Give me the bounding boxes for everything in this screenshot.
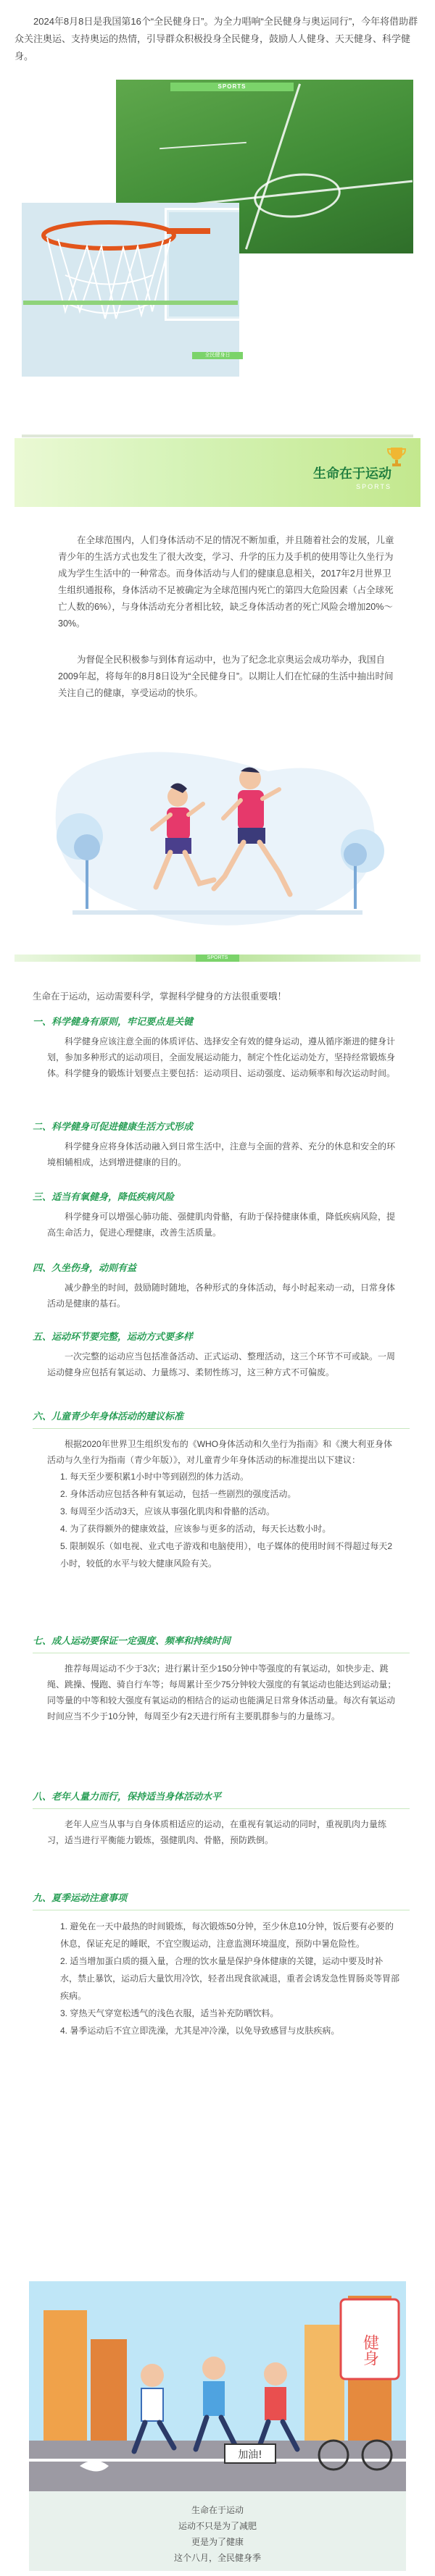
list-item: 2. 身体活动应包括各种有氧运动，包括一些剧烈的强度活动。 (60, 1489, 297, 1499)
closing-poem (0, 2502, 435, 2566)
banner-subtitle: SPORTS (356, 483, 392, 490)
section-title: 五、运动环节要完整，运动方式要多样 (33, 1331, 194, 1342)
runners-tag: SPORTS (196, 955, 239, 962)
section-title: 六、儿童青少年身体活动的建议标准 (33, 1411, 184, 1422)
field-tag: SPORTS (170, 83, 294, 91)
cheer-sign-text: 加油! (238, 2449, 262, 2461)
list-item: 2. 适当增加蛋白质的摄入量，合理的饮水量是保护身体健康的关键，运动中要及时补水，禁止暴饮，运动后大量饮用冷饮，轻者出现食欲减退，重者会诱发急性胃肠炎等胃部疾病。 (60, 1956, 400, 2001)
section-body: 减少静坐的时间，鼓励随时随地，各种形式的身体活动，每小时起来动一动，日常身体活动是健康的基石。 (47, 1283, 396, 1309)
section-title: 九、夏季运动注意事项 (33, 1892, 128, 1903)
hoop-icon (22, 203, 239, 377)
section-4 (33, 1260, 410, 1312)
poem-line: 这个八月，全民健身季 (173, 2553, 261, 2563)
list-item: 4. 暑季运动后不宜立即洗澡，尤其是冲冷澡，以免导致感冒与皮肤疾病。 (60, 2026, 340, 2036)
section-body: 科学健身可以增强心肺功能、强健肌肉骨骼，有助于保持健康体重，降低疾病风险，提高生命活力，促进心理健康，改善生活质量。 (47, 1212, 396, 1238)
fitness-sign-text: 健身 (360, 2334, 379, 2366)
section-2 (33, 1119, 410, 1170)
intro-paragraph: 2024年8月8日是我国第16个“全民健身日”。为全力唱响“全民健身与奥运同行”，今年将借助群众关注奥运、支持奥运的热情，引导群众积极投身全民健身，鼓励人人健身、天天健身、科学健身。 (14, 16, 418, 62)
section-list (33, 1468, 410, 1572)
section-8 (33, 1789, 410, 1848)
section-title: 四、久坐伤身，动则有益 (33, 1262, 137, 1273)
section-body: 一次完整的运动应当包括准备活动、正式运动、整理活动，这三个环节不可或缺。一周运动健身应包括有氧运动、力量练习、柔韧性练习，这三种方式不可偏废。 (47, 1351, 396, 1377)
marathon-illustration (29, 2281, 406, 2491)
basketball-hoop-photo (22, 203, 239, 377)
body-paragraph-2: 为督促全民积极参与到体育运动中，也为了纪念北京奥运会成功举办，我国自2009年起，将每年的8月8日设为“全民健身日”。以期让人们在忙碌的生活中抽出时间关注自己的健康，享受运动的快乐。 (58, 655, 394, 698)
section-body: 老年人应当从事与自身体质相适应的运动，在重视有氧运动的同时，重视肌肉力量练习，适当进行平衡能力锻炼，强健肌肉、骨骼，预防跌倒。 (47, 1819, 387, 1845)
section-5 (33, 1329, 410, 1380)
poem-line: 运动不只是为了减肥 (178, 2521, 257, 2531)
section-list (33, 1918, 410, 2039)
list-item: 3. 每周至少活动3天，应该从事强化肌肉和骨骼的活动。 (60, 1506, 276, 1516)
section-body: 根据2020年世界卫生组织发布的《WHO身体活动和久坐行为指南》和《澳大利亚身体活动与久坐行为指南（青少年版）》，对儿童青少年身体活动的标准提出以下建议： (47, 1439, 393, 1465)
section-7 (33, 1633, 410, 1724)
section-9 (33, 1890, 410, 2039)
section-rule (33, 1428, 410, 1429)
body-paragraph-1: 在全球范围内，人们身体活动不足的情况不断加重，并且随着社会的发展，儿童青少年的生活方式也发生了很大改变，学习、升学的压力及手机的使用等让久坐行为成为学生生活中的一种常态。而身体活动与人们的健康息息相关，2017年2月世界卫生组织通报称，身体活动不足被确定为全球范围内死亡的第四大危险因素（占全球死亡人数的6%），与身体活动充分者相比较，缺乏身体活动者的死亡风险会增加20%～30%。 (58, 535, 394, 629)
section-title: 三、适当有氧健身，降低疾病风险 (33, 1191, 175, 1202)
section-title: 七、成人运动要保证一定强度、频率和持续时间 (33, 1635, 231, 1646)
list-item: 1. 每天至少要积累1小时中等到剧烈的体力活动。 (60, 1472, 249, 1482)
section-body: 科学健身应该注意全面的体质评估、选择安全有效的健身运动，遵从循序渐进的健身计划，参加多种形式的运动项目，全面发展运动能力，制定个性化运动处方，坚持经常锻炼身体。科学健身的锻炼计划要点主要包括：运动项目、运动强度、运动频率和每次运动时间。 (47, 1036, 396, 1078)
section-body: 科学健身应将身体活动融入到日常生活中，注意与全面的营养、充分的休息和安全的环境相辅相成，达到增进健康的目的。 (47, 1141, 396, 1167)
section-6 (33, 1409, 410, 1572)
list-item: 5. 限制娱乐（如电视、业式电子游戏和电脑使用），电子媒体的使用时间不得超过每天2小时，较低的水平与较大健康风险有关。 (60, 1541, 393, 1569)
section-rule (33, 1808, 410, 1809)
hoop-accent-bar (23, 301, 238, 305)
banner-stripe (22, 435, 413, 437)
list-item: 1. 避免在一天中最热的时间锻炼，每次锻炼50分钟，至少休息10分钟，饭后要有必要的休息，保证充足的睡眠，不宜空腹运动，注意监测环境温度，预防中暑危险性。 (60, 1921, 394, 1949)
list-item: 4. 为了获得额外的健康效益，应该参与更多的活动，每天长达数小时。 (60, 1524, 331, 1534)
section-title: 一、科学健身有原则，牢记要点是关键 (33, 1016, 194, 1027)
poem-line: 生命在于运动 (191, 2505, 244, 2515)
section-1 (33, 1014, 410, 1081)
lead-sentence: 生命在于运动，运动需要科学，掌握科学健身的方法很重要哦！ (33, 991, 287, 1002)
runners-illustration (29, 728, 406, 952)
section-title: 二、科学健身可促进健康生活方式形成 (33, 1121, 194, 1132)
section-body: 推荐每周运动不少于3次；进行累计至少150分钟中等强度的有氧运动，如快步走、跳绳、跳操、慢跑、骑自行车等；每周累计至少75分钟较大强度的有氧运动也能达到运动量；同等量的中等和较大强度有氧运动的相结合的运动也能满足日常身体活动量。每次有氧运动时间应当不少于10分钟，每周至少有2天进行所有主要肌群参与的力量练习。 (47, 1664, 397, 1721)
section-3 (33, 1189, 410, 1241)
banner-title: 生命在于运动 (313, 466, 392, 481)
poem-line: 更是为了健康 (191, 2537, 244, 2547)
list-item: 3. 穿热天气穿宽松透气的浅色衣服，适当补充防晒饮料。 (60, 2008, 279, 2018)
hero-photos (0, 72, 435, 435)
hoop-tag: 全民健身日 (192, 352, 243, 359)
section-title: 八、老年人量力而行，保持适当身体活动水平 (33, 1791, 222, 1802)
